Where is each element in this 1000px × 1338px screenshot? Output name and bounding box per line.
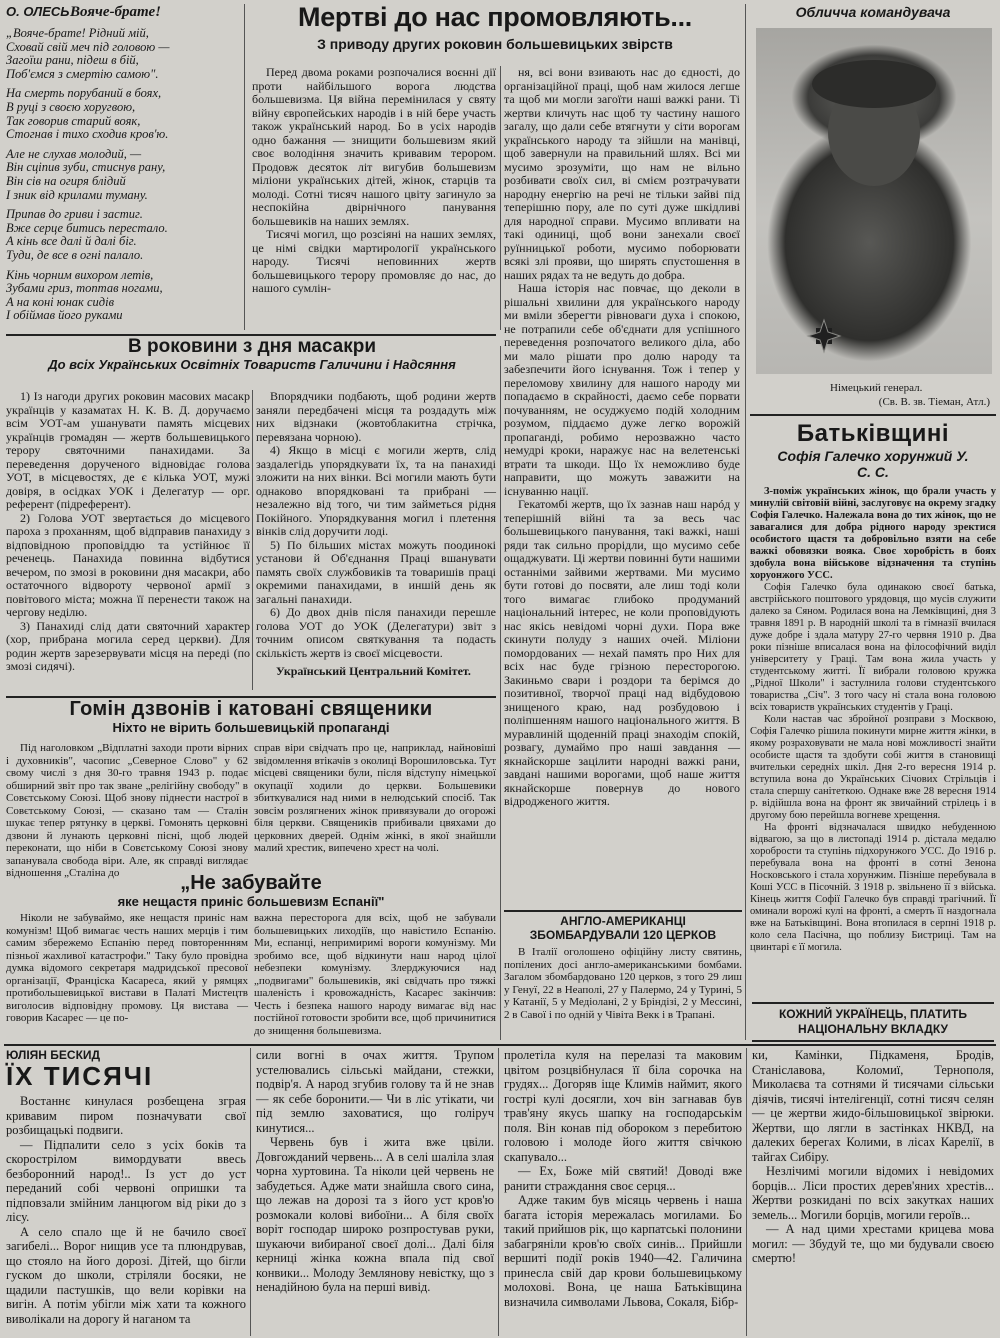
anniversary-paragraph: 4) Якщо в місці є могили жертв, слід заздалегідь упорядкувати їх, та на панахиді зложити на них вінки. Всі могили мають бути однаково впорядковані та прибрані — незалежно від того, чи тим займеться рідня Покійного. Упорядкування могил і плетення вінків слід доручити лоді.: [256, 443, 496, 538]
anniversary-paragraph: 6) До двох днів після панахиди перешле голова УОТ до УОК (Делегатури) звіт з точним описом святкування та подасть скількість жертв із своєї місцевости.: [256, 605, 496, 660]
spain-paragraph: важна пересторога для всіх, щоб не забували большевицьких лиходіїв, що навістило Еспанію. Ми, еспанці, непримиримі вороги комунізму. Ми зробимо все, щоб відкинути наш народ цілої небезпеки комунізму. Злерджуючися над „подвигами" большевиків, які свідчать про тяжкі шаленість і кровожадність, Касарес закінчив: Честь і безпека нашого народу вимагає від нас постійної готовости зробити все, щоб причинитися до знищення большевизма.: [254, 912, 496, 1037]
story-header: [6, 1048, 246, 1092]
bombing-section: [504, 914, 742, 1044]
story-paragraph: — А над цими хрестами крицева мова могил: — Збудуй те, що ми будували своєю смертю!: [752, 1222, 994, 1265]
bells-paragraph: Під наголовком „Відплатні заходи проти вірних і духовників", часопис „Северное Слово" у 62 свому числі з дня 30-го травня 1943 р. подає обширний звіт про так зване „релігійну свободу" в Совєтському Союзі. Щоб знову піднести настрої в Совєтському Союзі, — сказано там — Сталін шукає тепер рятунку в церкві. Гомонять церковні дзвони й лунають церковні пісні, щоб людей переконати, що ніби в Совєтському Союзі знову запанувала свобода віри. Але, як справді виглядає відношення „Сталіна до: [6, 742, 248, 879]
portrait-heading: Обличча командувача: [795, 4, 951, 20]
anniversary-paragraph: 1) Із нагоди других роковин масових масакр українців у казаматах Н. К. В. Д. доручаємо всім УОТ-ам ушанувати память місцевих українців громадян — жертв большевицького терору святочними панахидами. За переведення дорученого відновідає голова УОТ, в місцевостях, де є кілька УОТ, мужі довіря, в осідках УОК і Делегатур — орг. референт (підреферент).: [6, 389, 250, 511]
column-divider: [252, 390, 253, 690]
story-col-1: [6, 1094, 246, 1336]
slogan-text: КОЖНИЙ УКРАЇНЕЦЬ, ПЛАТИТЬ НАЦІОНАЛЬНУ ВКЛАДКУ: [778, 1007, 968, 1036]
story-col-4: [752, 1048, 994, 1336]
spain-paragraph: Ніколи не забуваймо, яке нещастя приніс нам комунізм! Щоб вимагає честь наших мерців і тим самим збережемо Еспанію перед повтореннням пізньої жахливої катастрофи." Таку було провідна думка відомого секретаря мадридської пресової організації, Франціска Касареса, який у рямцях протибольшевицької вистави в Палаті Мистецтв виголосив відповідну промову. Ця вистава — говорив Касарес — це по-: [6, 912, 248, 1024]
anniversary-headline: В роковини з дня масакри: [127, 336, 377, 357]
general-photo: [756, 28, 992, 374]
fatherland-headline: Батьківщині: [796, 420, 950, 447]
lead-headline: Мертві до нас промовляють...: [298, 2, 692, 32]
lead-subhead: З приводу других роковин большевицьких звірств: [317, 36, 673, 52]
poem-author: О. ОЛЕСЬ: [6, 4, 70, 19]
anniversary-paragraph: 3) Панахиді слід дати святочний характер (хор, прибрана могила серед церкви). Для родин жертв зарезервувати місця на переді (по змозі сидячі).: [6, 618, 250, 673]
column-divider: [746, 1048, 747, 1336]
fatherland-subhead: Софія Галечко хорунжий У. С. С.: [777, 448, 969, 480]
bells-col-1: [6, 742, 248, 879]
anniversary-paragraph: 2) Голова УОТ звертається до місцевого пароха з проханням, щоб відправив панахиду з відповідною проповіддю та устійнює її реченець. Панахида повинна відбутися вечером, по змозі в роковини дня масакри, або остаточного відвороту червоної армії з повітового міста; можна її перенести також на чергову неділю.: [6, 510, 250, 619]
story-paragraph: Незлічимі могили відомих і невідомих борців... Ліси простих дерев'яних хрестів... Жертви розкидані по всіх закутках наших земель... Могили борців, могили героїв...: [752, 1164, 994, 1222]
portrait-caption: Німецький генерал.: [830, 382, 923, 394]
lead-article-header: [248, 2, 742, 64]
portrait-credit: (Св. В. зв. Тіеман, Атл.): [878, 396, 990, 408]
story-paragraph: сили вогні в очах життя. Трупом устелювались сільські майдани, стежки, подвір'я. А народ згубив голову та й не знав — як себе боронити.— Чи в ліс утікати, чи під землю заховатися, що голіруч кинутися...: [256, 1048, 494, 1135]
lead-col-2: [504, 66, 740, 906]
story-paragraph: пролетіла куля на перелазі та маковим цвітом розцвібнулася її біла сорочка на грудях... Догоряв іще Климів наймит, якого гострі кулі досягли, хоч він загнавав був трав'яну якусь шапку на господарськім поля. Він конав під обороком з перебитою головою і молоде його життя свічкою скапувало...: [504, 1048, 742, 1164]
story-col-2: [256, 1048, 494, 1336]
anniversary-col-2: [256, 390, 496, 696]
bells-subhead: Ніхто не вірить большевицькій пропаганді: [112, 720, 390, 735]
story-paragraph: Адже таким був місяць червень і наша багата історія мережалась могилами. Бо такий прийшов рік, що карпатські полонини забагряніли кров'ю своїх синів... Прийшли вершиті події років 1940—42. Галичина принесла свій дар крови большевицькому молохові. Вона, це наша Батьківщина визначила символами Львова, Сокаля, Бібр-: [504, 1193, 742, 1309]
story-paragraph: ки, Камінки, Підкаменя, Бродів, Станіславова, Коломиї, Тернополя, Миколаєва та сотнями й тисячами сільськи діячів, тисячі інтелігенції, сотні тисяч селян — це жертви жидо-більшовицької звірюки. Жертви, що лягли в застінках НКВД, на далеких берегах Колими, в лісах Карелії, в тайгах Сибіру.: [752, 1048, 994, 1164]
column-divider: [500, 346, 501, 1040]
spain-subhead: яке нещастя приніс большевизм Еспанії": [117, 894, 385, 909]
section-rule: [750, 414, 996, 416]
story-author: ЮЛІЯН БЕСКИД: [6, 1048, 101, 1062]
story-paragraph: А село спало ще й не бачило своєї загибелі... Ворог нищив усе та плюндрував, що стояло на його дорозі. Дітей, що бігли гуском до школи, стріляли босяки, не щадили пастушків, що вели корівки на вигін. А потім убігли між хати та кожного виволікали на дорогу й наганом та: [6, 1224, 246, 1326]
column-divider: [745, 4, 746, 1040]
fatherland-section: [750, 420, 996, 982]
column-divider: [250, 1048, 251, 1336]
poem-stanza: „Вояче-брате! Рідний мій, Сховай свій меч під головою — Загоїш рани, підеш в бій, Поб'ємся з смертію самою".: [6, 26, 170, 81]
lead-col-1: [252, 66, 496, 338]
fatherland-paragraph: Софія Галечко була одинакою своєї батька, австрійського поштового урядовця, що мусів служити далеко за Сяном. Родилася вона на Лемківщині, дня 3 травня 1891 р. В народній школі та в гімназії вчилася дуже добре і здала матуру 27-го червня 1910 р. Два роки пізніше вписалася вона на філософічний виділ університету у Граці. Там вона жила участь у студентському житті. Її вибрали головою кружка „Рідної Школи" і застулнила голови студентського товариства „Січ". З того часу ні стала вона головою всіх товариств українських студентів у Граці.: [750, 582, 996, 713]
story-paragraph: Червень був і жита вже цвіли. Довгожданий червень... А в селі шаліла злая чорна хуртовина. Та ніколи цей червень не забудеться. Адже мати знайшла свого сина, що лежав на дорозі та з його уст кров'ю розмокали колові вибоїни... А біля своїх ворiт господар широко розпростував руки, шукаючи вибираної своєї долі... Далі біля керниці жінка кожна впала під свої конвики... Молоду Землянову невістку, що з ненадійною була на перші вивід.: [256, 1135, 494, 1294]
bells-headline: Гомін дзвонів і катовані священики: [69, 698, 433, 720]
poem-stanza: Припав до гриви і застиг. Вже серце битись перестало. А кінь все далі й далі біг. Туди, де все в огні палало.: [6, 207, 168, 262]
bells-col-2: [254, 742, 496, 872]
lead-paragraph: Гекатомбі жертв, що їх зазнав наш нарóд у теперішній війні та за весь час большевицького панування, такі важкі, наші ряди так сильно прорідли, що мусимо себе ощаджувати. Ці жертви повинні бути нашими останніми зайвими жертвами. Ми мусимо бути готові до посвяти, але лиш тоді коли того вимагає глибоко продуманий національний інтерес, не коли проповідують нас якісь невідомі чорні духи. Пора вже скинути полуду з наших очей. Міліони помордованих — нехай память про Них для всіх нас буде грізною пересторогою. Закиньмо свари і роздори та берімся до позитивної, творчої праці над відбудовою знищеного краю, над розбудовою і поліпшенням нашого національного життя. В муравлиній щоденній праці знаходім спокій, розвагу, думаймо про наші завдання — якнайскорше зацілити народні важкі рани, завдані нашими ворогами, щоб наше життя якнайскорше повернув до нового відродженого життя.: [504, 497, 740, 808]
fatherland-paragraph: Коли настав час збройної розправи з Москвою, Софія Галечко рішила покинути мирне життя жінки, в якому розраховувати не мала нові можливості знайти особисте щастя та здобути собі життя в становищі вчительки середніх шкіл. Дня 2-го вересня 1914 р. вступила вона до Українських Січових Стрільців і стала спершу санітеткою. Однаке вже 28 вересня 1914 р. відійшла вона на фронт як звичайний стрілець і в другому бою перейшла вогневе хрещення.: [750, 714, 996, 821]
anniversary-subhead: До всіх Українських Освітніх Товариств Галичини і Надсяння: [48, 357, 456, 372]
anniversary-col-1: [6, 390, 250, 696]
lead-paragraph: Тисячі могил, що розсіяні на наших землях, це німі свідки мартирології українського народу. Тисячі неповинних жертв большевицького терору промовляє до нас, до нашого сумлін-: [252, 227, 496, 295]
column-divider: [498, 1048, 499, 1336]
portrait-section: [750, 4, 996, 414]
anniversary-paragraph: Впорядчики подбають, щоб родини жертв заняли передбачені місця та роздадуть між них відзнаки (жовтоблакитна стрічка, перевязана чорною).: [256, 389, 496, 444]
fatherland-intro: З-поміж українських жінок, що брали участь у минулій світовій війні, заслуговує на окрему згадку Софія Галечко. Належала вона до тих жінок, що не завагалися для добра рідного народу зректися особистого щастя та добровільно взяти на себе важкі обовязки вояка. Своє хоробрість в боях здобула вона військове відзначення та ступінь хоруонжого УСС.: [750, 486, 996, 581]
poem-stanza: Кінь чорним вихором летів, Зубами гриз, топтав ногами, А на коні юнак сидів І обіймав його руками: [6, 267, 163, 323]
fatherland-paragraph: На фронті відзначалася швидко небуденною відвагою, за що в листопаді 1914 р. дістала медалю хоробрости та ступінь підхорунжого УСС. До 1916 р. перебувала вона на фронті в сотні Зенона Носковського і стала хорунжим. Пізніше перебувала в Коші УСС в Пісочній. З 1918 р. звільнено її з війська. Кінець життя Софії Галечко був справді трагічний. Її оминали ворожі кулі на фронті, а смерть її наздогнала вже на Батьківщині. Вона втопилася в серпні 1918 р. коло села Пасічна, що поблизу Бистриці. Там на цвинтарі є її могила.: [750, 822, 996, 953]
poem-stanza: Але не слухав молодий, — Він сціпив зуби, стиснув рану, Він сів на огиря блідий І зник від крилами туману.: [6, 146, 166, 202]
spain-col-2: [254, 912, 496, 1040]
story-col-3: [504, 1048, 742, 1336]
story-paragraph: Востаннє кинулася розбещена зграя кривавим пиром позначувати свої розбищацькі подвиги.: [6, 1094, 246, 1137]
lead-paragraph: ня, всі вони взивають нас до єдності, до організаційної праці, щоб нам жилося легше та щоб ми могли загоїти наші важкі рани. Ті жертви кличуть нас щоб ту частину нашого загалу, що дали себе втягнути у сіти ворогам українського народу та зійшли на манівці, щоб завернули на правильний шлях. Всі ми мусимо зрозуміти, що нам не вільно розбивати своїх сил, ві смієм розтрачувати народну енергію на речі не тільки зайві під теперішню пору, але по суті дуже шкідливі для народної справи. Мусимо впливати на такі одиниці, щоб вони занехали своєї руїнницької роботи, мусимо поборювати всякі злі прояви, що ширять спустошення в наших рядах та не ведуть до добра.: [504, 65, 740, 282]
story-paragraph: — Підпалити село з усіх боків та скорострілом вимордувати ввесь безборонний народ!.. Із уст до уст переданий собі червоні опришки та підповзали змійним ланцюгом від ріки до з лісу.: [6, 1137, 246, 1224]
iron-cross-icon: [756, 28, 992, 374]
bells-paragraph: справ віри свідчать про це, наприклад, найновіші звідомлення втікачів з околиці Ворошиловська. Тут місцеві священики були, після відступу німецької окупації ходили до церкви. Большевики збиткувалися над ними в нелюдський спосіб. Так зовсім розлягнених жінок привязували до огорожі біля церкви. Священиків прибивали цвяхами до церковних дверей. Однім жінкі, в якої знайшли малий хрестик, випечено хрест на чолі.: [254, 742, 496, 854]
column-divider: [500, 66, 501, 330]
story-title: ЇХ ТИСЯЧІ: [6, 1061, 154, 1091]
bombing-paragraph: В Італії оголошено офіційну листу святинь, попілених досі англо-американськими бомбами. Загалом збомбардовано 120 церков, з того 29 лиш у Генуї, 22 в Неаполі, 27 у Палермо, 24 у Турині, 5 у Катанії, 5 у Медіолані, 2 у Бріндізі, 2 у Мессині, 2 в Савої і по одній у Чівіта Векк і в Трапані.: [504, 946, 742, 1021]
poem-section: [6, 4, 242, 334]
spain-headline: „Не забувайте: [180, 872, 322, 894]
poem-title: Вояче-брате!: [70, 4, 162, 20]
bombing-headline: АНГЛО-АМЕРИКАНЦІ ЗБОМБАРДУВАЛИ 120 ЦЕРКОВ: [529, 914, 717, 942]
anniversary-paragraph: 5) По більших містах можуть поодинокі установи й Об'єднання Праці вшанувати память своїх службовиків та товаришів праці окремими панахидами, в иншій день як загальні панахиди.: [256, 537, 496, 606]
slogan-box: [752, 1002, 994, 1042]
poem-body: [6, 27, 242, 323]
lead-paragraph: Наша історія нас повчає, що деколи в рішальні хвилини для українського народу ми вміли зберегти рівноваги духа і спокою, не потрапили себе об'єднати для успішного переведення розпочатого великого діла, або ми мало рішати про долю народу та забезпечити його існування. Тож і тепер у переломову хвилину для нашого народу ми попадаємо в скрайності, даємо себе порвати почуванням, не осуджуємо подій холодним розумом, піддаємо дуже легко ворожій пропаганді, робимо нерозважно часто немудрі кроки, наражує нас на велетенські втрати та шкоди. Що їх неможливо буде направити, що можуть заважити на існуванню нації.: [504, 281, 740, 498]
column-divider: [244, 4, 245, 330]
lead-paragraph: Перед двома роками розпочалися воєнні дії проти найбільшого ворога людства большевизма. Ця війна перемінилася у святу війну європейських народів і в ній бере участь також український народ. Бо в усіх народів одно бажання — знищити большевизм який своє володіння значить кривавим терором. Продовж десяток літ вигубив большевизм міліони українських дітей, жінок, старців та молоді. Сотні тисяч нашого цвіту загинуло за неспокійна двірнічного панування большевиків на наших землях.: [252, 65, 496, 228]
spain-col-1: [6, 912, 248, 1040]
anniversary-header: [6, 336, 498, 388]
story-paragraph: — Ех, Боже мій святий! Доводі вже ранити страждання своє серця...: [504, 1164, 742, 1193]
spain-header: [6, 872, 496, 912]
bells-header: [6, 698, 496, 740]
section-rule: [504, 910, 742, 912]
anniversary-signature: Український Центральний Комітет.: [276, 664, 471, 678]
section-rule: [4, 1044, 996, 1046]
poem-stanza: На смерть порубаний в боях, В руці з своєю хоругвою, Так говорив старий вояк, Стогнав і тихо сходив кров'ю.: [6, 86, 169, 142]
